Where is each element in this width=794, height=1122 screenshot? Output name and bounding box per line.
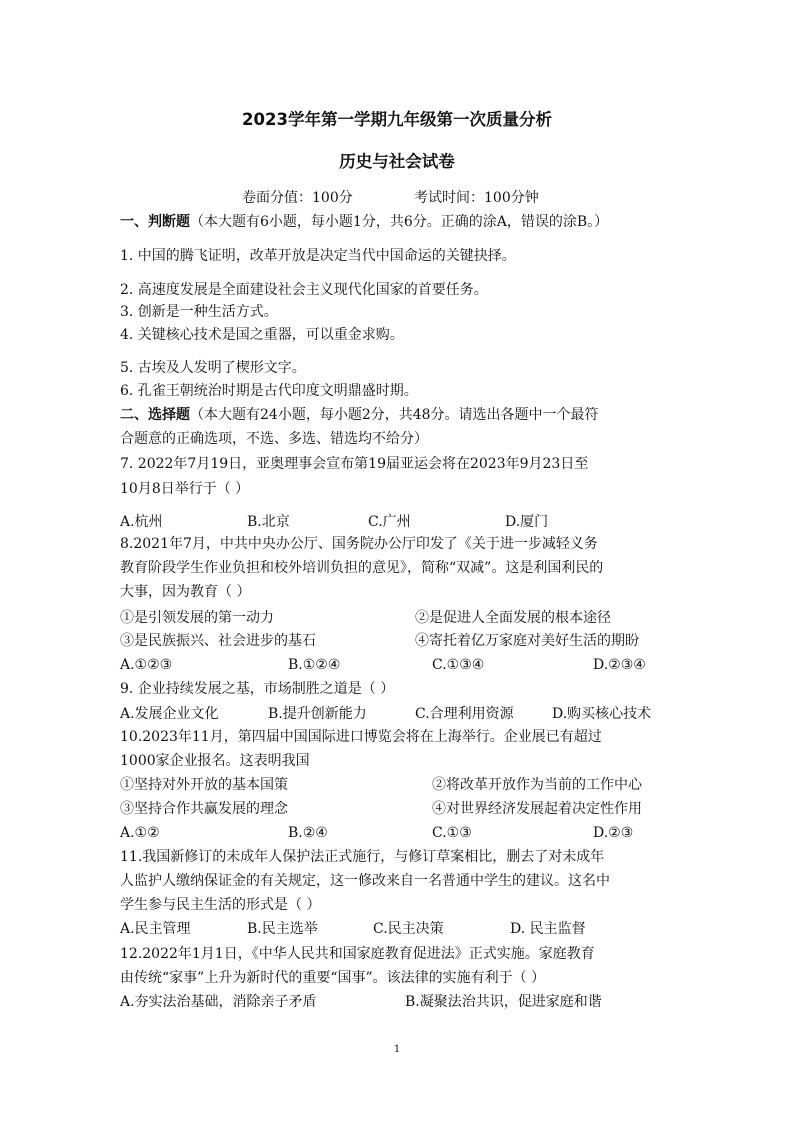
- q9-option-c: C.合理利用资源: [415, 706, 514, 722]
- q12-option-a: A.夯实法治基础，消除亲子矛盾: [120, 994, 317, 1010]
- q10-statement-4: ④对世界经济发展起着决定性作用: [432, 801, 642, 817]
- q8-option-b: B.①②④: [288, 657, 341, 673]
- q10-option-c: C.①③: [432, 825, 472, 841]
- q11-option-c: C.民主决策: [373, 921, 444, 937]
- q8-statement-4: ④寄托着亿万家庭对美好生活的期盼: [415, 633, 639, 649]
- q10-option-b: B.②④: [288, 825, 328, 841]
- page-number: 1: [393, 1044, 401, 1055]
- q10-option-a: A.①②: [120, 825, 160, 841]
- q7-option-b: B.北京: [247, 514, 290, 530]
- q9-option-a: A.发展企业文化: [120, 706, 219, 722]
- q11-line3: 学生参与民主生活的形式是（ ）: [120, 897, 321, 913]
- section2-heading: 二、选择题: [120, 407, 190, 423]
- q8-statement-2: ②是促进人全面发展的根本途径: [415, 610, 611, 626]
- judge-item-5: 5. 古埃及人发明了楔形文字。: [120, 360, 306, 376]
- q8-line2: 教育阶段学生作业负担和校外培训负担的意见》，简称“双减”。这是利国利民的: [120, 560, 604, 576]
- q11-line2: 人监护人缴纳保证金的有关规定，这一修改来自一名普通中学生的建议。这名中: [120, 873, 610, 889]
- judge-item-4: 4. 关键核心技术是国之重器，可以重金求购。: [120, 327, 404, 343]
- q12-line1: 12.2022年1月1日，《中华人民共和国家庭教育促进法》正式实施。家庭教育: [120, 946, 595, 962]
- q11-option-a: A.民主管理: [120, 921, 191, 937]
- exam-subtitle: 历史与社会试卷: [339, 152, 455, 171]
- q11-option-b: B.民主选举: [247, 921, 318, 937]
- q10-statement-3: ③坚持合作共赢发展的理念: [120, 801, 288, 817]
- q9-option-b: B.提升创新能力: [268, 706, 367, 722]
- q11-line1: 11.我国新修订的未成年人保护法正式施行，与修订草案相比，删去了对未成年: [120, 849, 605, 865]
- section2-note-line2: 合题意的正确选项，不选、多选、错选均不给分）: [120, 431, 428, 447]
- q8-statement-3: ③是民族振兴、社会进步的基石: [120, 633, 316, 649]
- section1-note: （本大题有6小题，每小题1分，共6分。正确的涂A，错误的涂B。）: [190, 214, 609, 230]
- section2-note-line1: （本大题有24小题，每小题2分，共48分。请选出各题中一个最符: [190, 407, 599, 423]
- section1-heading: 一、判断题: [120, 214, 190, 230]
- exam-title: 2023学年第一学期九年级第一次质量分析: [242, 110, 552, 129]
- q12-line2: 由传统“家事”上升为新时代的重要“国事”。该法律的实施有利于（ ）: [120, 970, 546, 986]
- q10-statement-2: ②将改革开放作为当前的工作中心: [432, 777, 642, 793]
- q8-option-c: C.①③④: [432, 657, 485, 673]
- q12-option-b: B.凝聚法治共识，促进家庭和谐: [405, 994, 602, 1010]
- q7-option-d: D.厦门: [505, 514, 549, 530]
- q7-line2: 10月8日举行于（ ）: [120, 481, 250, 497]
- section1-header: [120, 213, 608, 231]
- q10-statement-1: ①坚持对外开放的基本国策: [120, 777, 288, 793]
- q10-option-d: D.②③: [593, 825, 634, 841]
- score-info: 卷面分值：100分: [242, 190, 353, 206]
- q10-line2: 1000家企业报名。这表明我国: [120, 753, 310, 769]
- judge-item-1: 1. 中国的腾飞证明，改革开放是决定当代中国命运的关键抉择。: [120, 248, 516, 264]
- q8-line3: 大事，因为教育（ ）: [120, 584, 251, 600]
- q9-option-d: D.购买核心技术: [552, 706, 652, 722]
- q9-line1: 9. 企业持续发展之基，市场制胜之道是（ ）: [120, 681, 395, 697]
- q10-line1: 10.2023年11月，第四届中国国际进口博览会将在上海举行。企业展已有超过: [120, 729, 602, 745]
- q7-line1: 7. 2022年7月19日，亚奥理事会宣布第19届亚运会将在2023年9月23日至: [120, 456, 589, 472]
- q7-option-a: A.杭州: [120, 514, 163, 530]
- judge-item-6: 6. 孔雀王朝统治时期是古代印度文明鼎盛时期。: [120, 383, 418, 399]
- time-info: 考试时间：100分钟: [414, 190, 539, 206]
- judge-item-3: 3. 创新是一种生活方式。: [120, 304, 278, 320]
- q8-option-d: D.②③④: [593, 657, 646, 673]
- q8-statement-1: ①是引领发展的第一动力: [120, 610, 274, 626]
- section2-header: [120, 406, 599, 424]
- judge-item-2: 2. 高速度发展是全面建设社会主义现代化国家的首要任务。: [120, 282, 488, 298]
- q8-line1: 8.2021年7月，中共中央办公厅、国务院办公厅印发了《关于进一步减轻义务: [120, 536, 598, 552]
- q11-option-d: D. 民主监督: [510, 921, 586, 937]
- q7-option-c: C.广州: [368, 514, 411, 530]
- q8-option-a: A.①②③: [120, 657, 173, 673]
